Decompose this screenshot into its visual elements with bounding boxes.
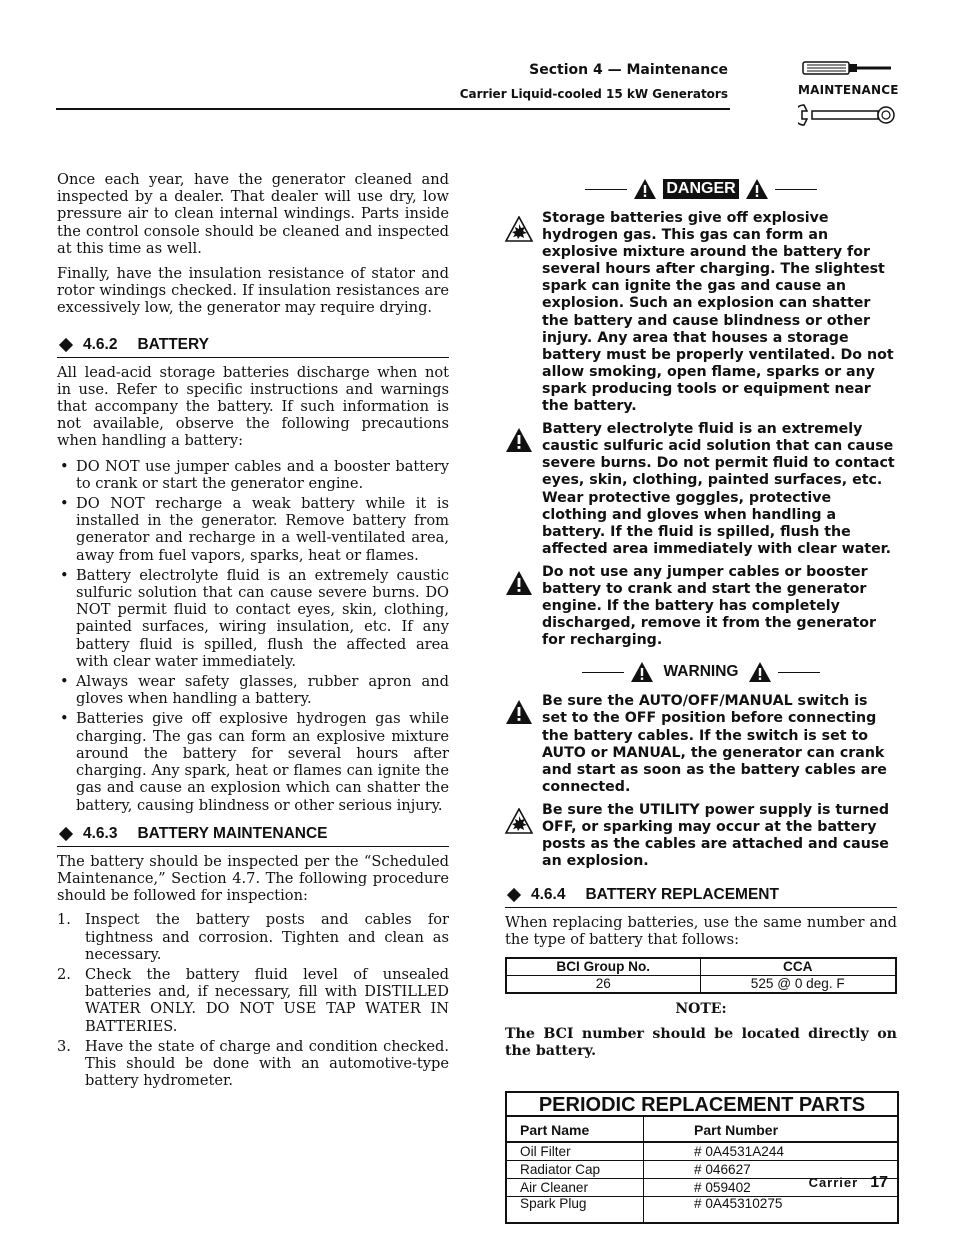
parts-grid [507, 1117, 897, 1222]
part-number-cell: # 0A45310275 [643, 1197, 897, 1222]
warning-triangle-icon [505, 570, 533, 596]
part-name-cell: Oil Filter [507, 1143, 643, 1161]
list-item: • DO NOT use jumper cables and a booster battery to crank or start the generator engine. [57, 458, 449, 492]
diamond-bullet-icon [59, 827, 73, 841]
warning-item-switch: Be sure the AUTO/OFF/MANUAL switch is set to the OFF position before connecting the battery cables. If the switch is set to AUTO or MANUAL, the generator can crank and start as soon as the battery cables are connected. [505, 693, 897, 796]
list-item: • Always wear safety glasses, rubber apron and gloves when handling a battery. [57, 673, 449, 707]
part-number-cell: # 059402 [643, 1179, 897, 1197]
intro-paragraph-2: Finally, have the insulation resistance of stator and rotor windings checked. If insulation resistances are excessively low, the generator may require drying. [57, 265, 449, 317]
page-number: 17 [870, 1174, 888, 1191]
warning-triangle-icon [505, 427, 533, 453]
table-header-row [506, 958, 896, 976]
replacement-heading-title: BATTERY REPLACEMENT [585, 886, 779, 904]
periodic-replacement-parts-table [505, 1091, 899, 1224]
right-column [505, 176, 897, 1224]
footer-brand: Carrier [808, 1175, 859, 1190]
battery-maintenance-heading [57, 825, 449, 847]
warning-label: WARNING [663, 663, 739, 681]
cca-header: CCA [700, 958, 896, 976]
maintenance-heading-title: BATTERY MAINTENANCE [137, 824, 328, 842]
danger-item-electrolyte: Battery electrolyte fluid is an extremely caustic sulfuric acid solution that can cause severe burns. Do not permit fluid to contact eyes, skin, clothing, painted surfaces, etc. Wear protective goggles, protective clothing and gloves when handling a battery. If the fluid is spilled, flush the affected area immediately with clear water. [505, 421, 897, 558]
battery-heading-number: 4.6.2 [83, 335, 118, 353]
list-item: • DO NOT recharge a weak battery while it is installed in the generator. Remove battery from generator and recharge in a well-ventilated area, away from fuel vapors, sparks, heat or flames. [57, 495, 449, 564]
battery-paragraph: All lead-acid storage batteries discharge when not in use. Refer to specific instructions and warnings that accompany the battery. If such information is not available, observe the following precautions when handling a battery: [57, 363, 449, 450]
danger-item-hydrogen: Storage batteries give off explosive hydrogen gas. This gas can form an explosive mixture around the battery for several hours after charging. The slightest spark can ignite the gas and cause an explosion. Such an explosion can shatter the battery and cause blindness or other injury. Any area that houses a storage battery must be properly ventilated. Do not allow smoking, open flame, sparks or any spark producing tools or equipment near the battery. [505, 210, 897, 415]
explosion-hazard-icon [505, 216, 533, 242]
maintenance-paragraph: The battery should be inspected per the “Scheduled Maintenance,” Section 4.7. The following procedure should be followed for inspection: [57, 852, 449, 905]
warning-triangle-icon [505, 699, 533, 725]
replacement-paragraph: When replacing batteries, use the same number and the type of battery that follows: [505, 914, 897, 949]
screwdriver-icon [798, 58, 898, 78]
diamond-bullet-icon [507, 888, 521, 902]
warning-item-utility: Be sure the UTILITY power supply is turned OFF, or sparking may occur at the battery posts as the cables are attached and cause an explosion. [505, 802, 897, 870]
maintenance-heading-number: 4.6.3 [83, 824, 118, 842]
list-item: 3. Have the state of charge and condition checked. This should be done with an automotive-type battery hydrometer. [57, 1037, 449, 1090]
danger-label: DANGER [663, 179, 738, 199]
left-column [57, 171, 449, 1092]
note-title: NOTE: [675, 1000, 727, 1017]
warning-triangle-icon [633, 178, 657, 200]
warning-banner [505, 661, 897, 683]
part-number-cell: # 0A4531A244 [643, 1143, 897, 1161]
battery-heading-title: BATTERY [137, 335, 209, 353]
warning-triangle-icon [745, 178, 769, 200]
warning-triangle-icon [748, 661, 772, 683]
battery-precautions-list [57, 458, 449, 814]
part-number-header: Part Number [643, 1117, 897, 1143]
part-name-cell: Spark Plug [520, 1196, 587, 1212]
explosion-hazard-icon [505, 808, 533, 834]
list-item: • Battery electrolyte fluid is an extremely caustic sulfuric solution that can cause severe burns. DO NOT permit fluid to contact eyes, skin, clothing, painted surfaces, wiring insulation, etc. If any battery fluid is spilled, flush the affected area with clear water immediately. [57, 567, 449, 670]
battery-replacement-heading [505, 886, 897, 908]
replacement-heading-number: 4.6.4 [531, 886, 566, 904]
danger-banner [505, 178, 897, 200]
diamond-bullet-icon [59, 338, 73, 352]
wrench-icon [798, 101, 898, 129]
inspection-steps [57, 911, 449, 1089]
document-title: Carrier Liquid-cooled 15 kW Generators [459, 87, 728, 101]
table-row [506, 975, 896, 993]
list-item: 1. Inspect the battery posts and cables for tightness and corrosion. Tighten and clean as necessary. [57, 911, 449, 963]
bci-header: BCI Group No. [506, 958, 700, 976]
list-item: • Batteries give off explosive hydrogen gas while charging. The gas can form an explosive mixture around the battery for several hours after charging. Any spark, heat or flames can ignite the gas and cause an explosion which can shatter the battery, causing blindness or other serious injury. [57, 710, 449, 813]
part-name-cell: Air Cleaner [507, 1179, 643, 1197]
bci-value: 26 [506, 975, 700, 993]
battery-heading [57, 336, 449, 358]
danger-item-jumper-cables: Do not use any jumper cables or booster battery to crank and start the generator engine. If the battery has completely discharged, remove it from the generator for recharging. [505, 564, 897, 649]
part-name-header: Part Name [507, 1117, 643, 1143]
note-text: The BCI number should be located directly on the battery. [505, 1025, 897, 1059]
parts-table-title: PERIODIC REPLACEMENT PARTS [507, 1093, 897, 1117]
cca-value: 525 @ 0 deg. F [700, 975, 896, 993]
section-title: Section 4 — Maintenance [529, 62, 728, 78]
list-item: 2. Check the battery fluid level of unsealed batteries and, if necessary, fill with DISTILLED WATER ONLY. DO NOT USE TAP WATER IN BATTERIES. [57, 965, 449, 1035]
part-number-cell: # 046627 [643, 1161, 897, 1179]
logo-label: MAINTENANCE [798, 83, 899, 97]
page-footer [809, 1174, 888, 1192]
intro-paragraph-1: Once each year, have the generator cleaned and inspected by a dealer. That dealer will use dry, low pressure air to clean internal windings. Parts inside the control console should be cleaned and inspected at this time as well. [57, 171, 449, 257]
part-name-cell: Radiator Cap [507, 1161, 643, 1179]
warning-triangle-icon [630, 661, 654, 683]
header-rule [56, 108, 730, 110]
bci-table [505, 957, 897, 994]
maintenance-logo [798, 54, 898, 134]
